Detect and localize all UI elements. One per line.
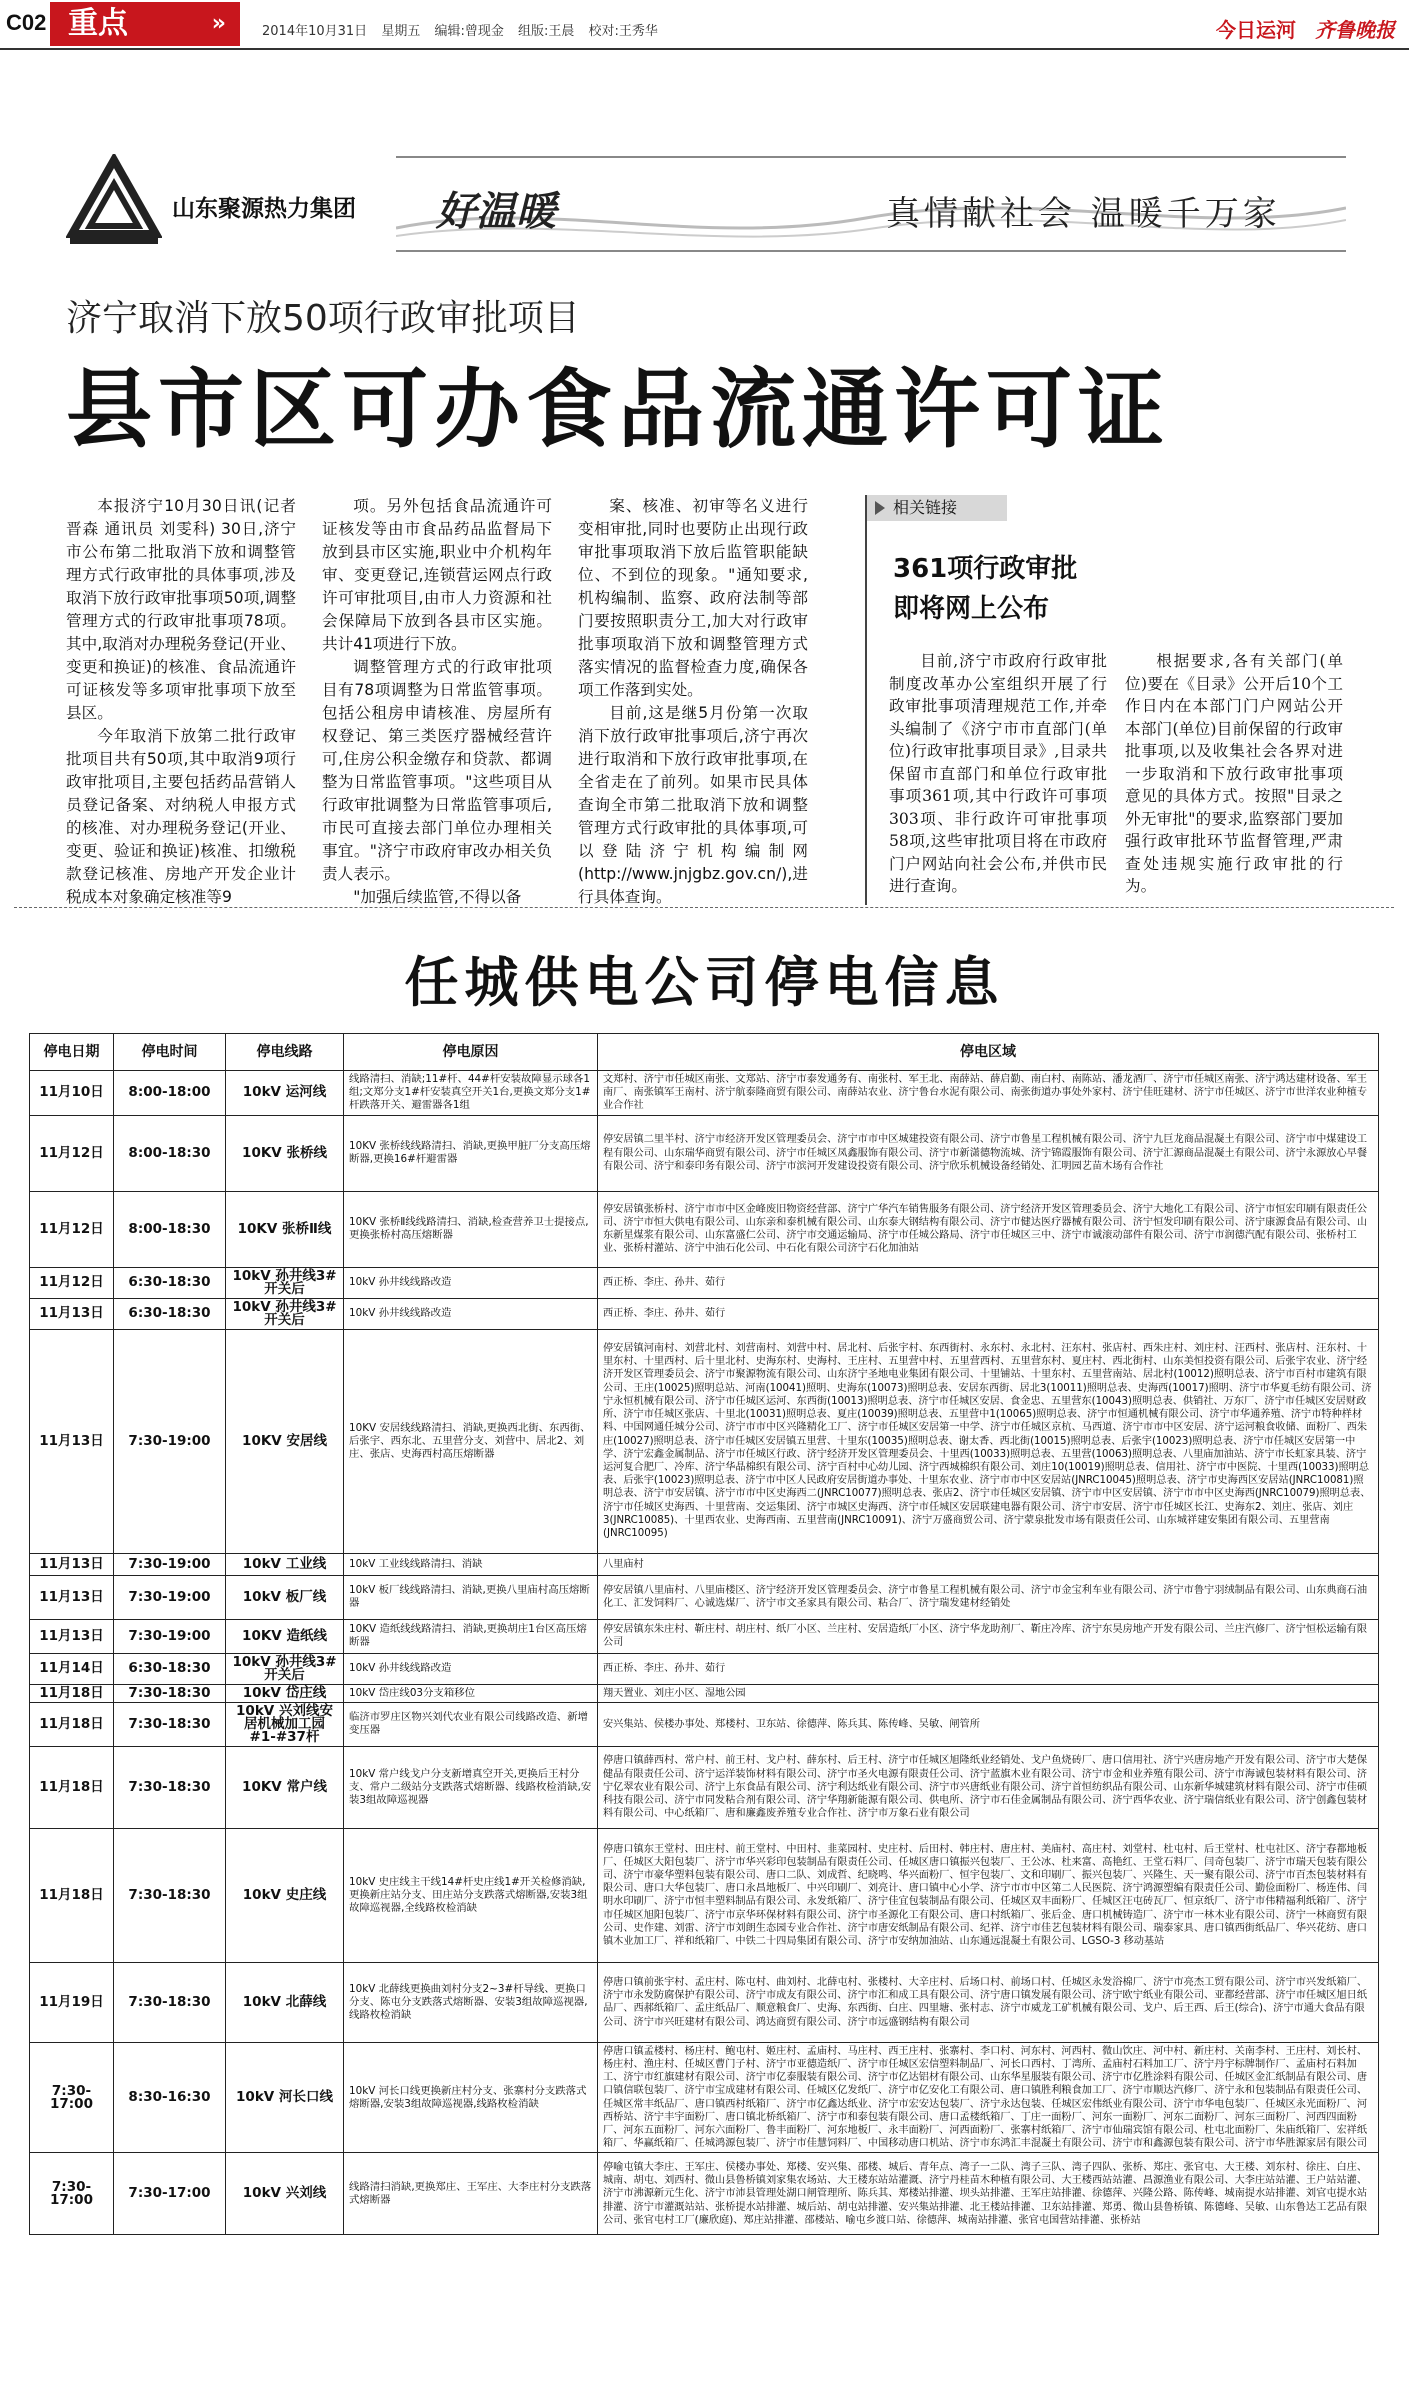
outage-time: 7:30-18:30	[114, 1684, 226, 1702]
related-links-sidebar	[865, 495, 1357, 905]
outage-area: 翔天置业、刘庄小区、湿地公园	[598, 1684, 1379, 1702]
article-kicker: 济宁取消下放50项行政审批项目	[66, 298, 580, 339]
outage-time: 8:00-18:00	[114, 1071, 226, 1116]
paper-name: 齐鲁晚报	[1315, 18, 1395, 42]
chevron-right-icon: »	[211, 11, 226, 36]
header-date: 停电日期	[30, 1034, 114, 1071]
outage-reason: 10KV 张桥线线路清扫、消缺,更换甲脏厂分支高压熔断器,更换16#杆避雷器	[344, 1115, 598, 1191]
outage-area: 西正桥、李庄、孙井、茹行	[598, 1267, 1379, 1298]
outage-table	[29, 1033, 1379, 2235]
column-name: 今日运河	[1216, 18, 1297, 42]
outage-reason: 临济市罗庄区物兴刘代农业有限公司线路改造、新增变压器	[344, 1702, 598, 1746]
proof-credit: 校对:王秀华	[588, 24, 658, 39]
table-row	[30, 1115, 1379, 1191]
article-column-2	[322, 495, 552, 909]
outage-line: 10kV 运河线	[226, 1071, 344, 1116]
sidebar-column-2	[1125, 650, 1343, 898]
article-column-3	[578, 495, 808, 909]
outage-date: 11月14日	[30, 1653, 114, 1684]
issue-meta	[262, 20, 658, 39]
outage-time: 8:00-18:30	[114, 1191, 226, 1267]
outage-reason: 10kV 孙井线线路改造	[344, 1298, 598, 1329]
outage-area: 停安居镇张桥村、济宁市市中区金峰废旧物资经营部、济宁广华汽车销售服务有限公司、济宁经济开发区管理委员会、济宁大地化工有限公司、济宁市恒宏印刷有限责任公司、济宁市恒大供电有限公司、山东亲和泰机械有限公司、山东泰大钢结构有限公司、济宁市健达医疗器械有限公司、济宁恒发印刷有限公司、济宁康源食品有限公司、山东新星煤浆有限公司、山东富盛仁公司、济宁市交通运输局、济宁市任城公路局、济宁市任城区三中、济宁市诚滚动部件有限公司、济宁市润德汽配有限公司、张桥村工业、张桥村灌站、济宁中油石化公司、中石化有限公司济宁石化加油站	[598, 1191, 1379, 1267]
table-row	[30, 1553, 1379, 1575]
outage-time: 7:30-19:00	[114, 1553, 226, 1575]
issue-weekday: 星期五	[381, 24, 421, 39]
table-row	[30, 1191, 1379, 1267]
sidebar-title-line: 即将网上公布	[893, 594, 1050, 624]
outage-date: 11月13日	[30, 1619, 114, 1653]
section-label	[50, 2, 240, 46]
sidebar-title-line: 361项行政审批	[893, 554, 1078, 584]
outage-header-row	[30, 1034, 1379, 1071]
outage-time: 7:30-18:30	[114, 1746, 226, 1828]
header-time: 停电时间	[114, 1034, 226, 1071]
header-area: 停电区域	[598, 1034, 1379, 1071]
outage-time: 7:30-19:00	[114, 1575, 226, 1619]
table-row	[30, 1746, 1379, 1828]
article-column-1	[66, 495, 296, 909]
outage-date: 7:30-17:00	[30, 2153, 114, 2235]
outage-time: 6:30-18:30	[114, 1653, 226, 1684]
outage-area: 八里庙村	[598, 1553, 1379, 1575]
issue-date: 2014年10月31日	[262, 24, 368, 39]
outage-reason: 10KV 造纸线线路清扫、消缺,更换胡庄1台区高压熔断器	[344, 1619, 598, 1653]
outage-time: 6:30-18:30	[114, 1298, 226, 1329]
table-row	[30, 1575, 1379, 1619]
outage-line: 10KV 常户线	[226, 1746, 344, 1828]
sidebar-column-1	[889, 650, 1107, 898]
article-headline: 县市区可办食品流通许可证	[66, 360, 1170, 460]
outage-reason: 10kV 河长口线更换新庄村分支、张寨村分支跌落式熔断器,安装3组故障巡视器,线路枚检消缺	[344, 2042, 598, 2153]
outage-line: 10kV 孙井线3#开关后	[226, 1653, 344, 1684]
outage-area: 停安居镇河南村、刘营北村、刘营南村、刘营中村、居北村、后张宇村、东西街村、永东村、永北村、汪东村、张店村、西朱庄村、刘庄村、汪西村、张店村、汪东村、十里东村、十里西村、后十里北村、史海东村、史海村、王庄村、五里营中村、五里营西村、五里营东村、夏庄村、西北街村、山东美恒投资有限公司、后张宇农业、济宁经济开发区管理委员会、济宁市聚源物流有限公司、山东济宁圣地电业集团有限公司、十里铺站、十里东村、五里营南站、居北村(10012)照明总表、济宁市百村市建筑有限公司、王庄(10025)照明总站、河南(10041)照明、史海东(10073)照明总表、安居东西街、居北3(10011)照明总表、史海西(10017)照明、济宁市华夏毛纺有限公司、济宁永恒机械有限公司、济宁市任城区运河、东西街(10013)照明总表、济宁市任城区安居、食金忠、五里营东(10043)照明总表、供销社、万东厂、济宁市任城区安居财政所、济宁市任城区张店、十里北(10031)照明总表、夏庄(10039)照明总表、五里营中1(10065)照明总表、济宁市恒通机械有限公司、济宁市华通养殖、济宁市特种样材料、中国网通任城分公司、济宁市市中区兴隆精化工厂、济宁市任城区安居第一中学、济宁市任城区京杭、马西道、济宁市市中区安居、济宁运河粮食收储、面粉厂、西朱庄(10027)照明总表、济宁市任城区安居镇五里营、十里东(10035)照明总表、谢太香、西北街(10015)照明总表、后张宇(10023)照明总表、济宁市任城区安居第一中学、济宁宏鑫金属制品、济宁市任城区行政、济宁经济开发区管理委员会、十里西(10033)照明总表、五里营(10063)照明总表、八里庙加油站、济宁市长虹家具装、济宁运河复合肥厂、冷库、济宁华晶棉织有限公司、济宁百村中心幼儿园、济宁西城棉织有限公司、刘庄10(10019)照明总表、信用社、济宁市中医院、十里西(10033)照明总表、后张宇(10023)照明总表、济宁市中区人民政府安居街道办事处、十里东农业、济宁市市中区安居站(JNRC10045)照明总表、济宁市史海西区安居站(JNRC10081)照明总表、济宁市安居镇、济宁市市中区史海西二(JNRC10077)照明总表、张店2、济宁市任城区安居镇、济宁市中区安居镇、济宁市市中区史海西(JNRC10079)照明总表、济宁市任城区史海西、十里营南、交运集团、济宁市城区史海西、济宁市任城区安居联建电器有限公司、济宁市安居、济宁市任城区长江、史海东2、刘庄、张店、刘庄3(JNRC10085)、十里西农业、史海西南、五里营南(JNRC10091)、济宁万盛商贸公司、济宁蒙泉批发市场有限责任公司、山东城祥建安集团有限公司、五里营南(JNRC10095)	[598, 1329, 1379, 1553]
outage-reason: 10kV 史庄线主干线14#杆史庄线1#开关检修消缺,更换新庄站分支、田庄站分支跌落式熔断器,安装3组故障巡视器,全线路枚检消缺	[344, 1828, 598, 1962]
masthead-rule	[0, 48, 1409, 50]
outage-line: 10kV 北薛线	[226, 1962, 344, 2042]
outage-time: 7:30-18:30	[114, 1702, 226, 1746]
outage-area: 停唐口镇东王堂村、田庄村、前王堂村、中田村、韭菜园村、史庄村、后田村、韩庄村、唐庄村、美庙村、高庄村、刘堂村、杜屯村、后王堂村、杜屯社区、济宁春都地板厂、任城区大阳包装厂、济宁市华兴彩印包装制品有限责任公司、任城区唐口镇振兴包装厂、王公冰、杜来富、高艳红、王堂石料厂、闫奇包装厂、济宁市瑞天包装有限公司、济宁市豪华塑料包装有限公司、唐口二队、刘成哲、纪晓鸣、华兴面粉厂、恒宇包装厂、文和印刷厂、振兴包装厂、兴隆生、天一聚有限公司、济宁市百杰包装材料有限公司、唐口大华包装厂、唐口永昌地板厂、中兴印刷厂、刘亮计、唐口镇中心小学、济宁市市中区第二人民医院、济宁鸿源塑编有限责任公司、勤俭面粉厂、杨连伟、闫明水印刷厂、济宁市恒丰塑料制品有限公司、永发纸箱厂、济宁佳宜包装制品有限公司、任城区双丰面粉厂、任城区汪屯砖瓦厂、恒京纸厂、济宁市伟精福利纸箱厂、济宁市任城区旭阳包装厂、济宁市京华环保材料有限公司、济宁市圣源化工有限公司、唐口村纸箱厂、张后金、唐口机械铸造厂、济宁市一林木业有限公司、济宁一林商贸有限公司、史作建、刘雷、济宁市刘朗生态园专业合作社、济宁市唐安纸制品有限公司、纪祥、济宁市佳艺包装材料有限公司、瑞泰家具、唐口镇西街纸品厂、华兴花纺、唐口镇木业加工厂、祥和纸箱厂、中铁二十四局集团有限公司、济宁市安纳加油站、山东通远混凝土有限公司、LGSO-3 移动基站	[598, 1828, 1379, 1962]
outage-area: 安兴集站、侯楼办事处、郑楼村、卫东站、徐德萍、陈兵其、陈传峰、吴敏、闸管所	[598, 1702, 1379, 1746]
layout-credit: 组版:王晨	[518, 24, 575, 39]
outage-body	[30, 1071, 1379, 2235]
outage-date: 11月18日	[30, 1828, 114, 1962]
page-number: C02	[6, 10, 47, 35]
outage-reason: 10KV 张桥Ⅱ线线路清扫、消缺,检查营养卫士提接点,更换张桥村高压熔断器	[344, 1191, 598, 1267]
outage-line: 10kV 工业线	[226, 1553, 344, 1575]
outage-reason: 10kV 常户线戈户分支新增真空开关,更换后王村分支、常户二级站分支跌落式熔断器、线路枚检消缺,安装3组故障巡视器	[344, 1746, 598, 1828]
outage-area: 文郑村、济宁市任城区南张、文郑站、济宁市泰发通务有、南张村、军王北、南薛站、薛启勤、南白村、南陈站、潘龙酒厂、济宁市任城区南张、济宁鸿达建材设备、军王南厂、南张镇军王南村、济宁航泰隆商贸有限公司、南薛站农业、济宁鲁台水泥有限公司、南张街道办事处外家村、济宁佳旺建材、济宁市任城区、济宁市世洋农业种植专业合作社	[598, 1071, 1379, 1116]
header-line: 停电线路	[226, 1034, 344, 1071]
outage-line: 10kV 史庄线	[226, 1828, 344, 1962]
related-links-tab: 相关链接	[867, 495, 1007, 521]
outage-area: 停安居镇八里庙村、八里庙楼区、济宁经济开发区管理委员会、济宁市鲁星工程机械有限公司、济宁市金宝利车业有限公司、济宁市鲁宁羽绒制品有限公司、山东典商石油化工、汇发饲料厂、心诚选煤厂、济宁市文圣家具有限公司、粘合厂、济宁瑞发建材经销处	[598, 1575, 1379, 1619]
outage-reason: 线路清扫、消缺;11#杆、44#杆安装故障显示球各1组;文郑分支1#杆安装真空开关1台,更换文郑分支1#杆跌落开关、避雷器各1组	[344, 1071, 598, 1116]
table-row	[30, 1828, 1379, 1962]
outage-reason: 10kV 工业线线路清扫、消缺	[344, 1553, 598, 1575]
outage-title: 任城供电公司停电信息	[404, 951, 1005, 1014]
outage-date: 11月12日	[30, 1267, 114, 1298]
outage-reason: 线路清扫消缺,更换郑庄、王军庄、大李庄村分支跌落式熔断器	[344, 2153, 598, 2235]
sidebar-title	[893, 549, 1077, 629]
outage-date: 11月19日	[30, 1962, 114, 2042]
ad-banner	[396, 156, 1346, 252]
article-paragraph: 项。另外包括食品流通许可证核发等由市食品药品监督局下放到县市区实施,职业中介机构年审、变更登记,连锁营运网点行政许可审批项目,由市人力资源和社会保障局下放到各县市区实施。共计41项进行下放。	[322, 497, 552, 653]
outage-time: 7:30-18:30	[114, 1962, 226, 2042]
table-row	[30, 1071, 1379, 1116]
outage-reason: 10kV 板厂线线路清扫、消缺,更换八里庙村高压熔断器	[344, 1575, 598, 1619]
outage-date: 11月12日	[30, 1191, 114, 1267]
company-logo-icon	[66, 154, 162, 250]
article-paragraph: "加强后续监管,不得以备	[353, 888, 522, 906]
outage-area: 停唐口镇孟楼村、杨庄村、鲍屯村、姬庄村、孟庙村、马庄村、西王庄村、张寨村、李口村、河东村、河西村、微山饮庄、河中村、新庄村、关南李村、王庄村、刘长村、杨庄村、渔庄村、任城区曹门子村、济宁市亚德造纸厂、济宁市任城区宏信塑料制品厂、河长口西村、丁湾所、孟庙村石料加工厂、济宁丹宇标牌制作厂、孟庙村石料加工、济宁市红旗建材有限公司、济宁市亿泰服装有限公司、济宁市亿达铝材有限公司、山东华星服装有限公司、济宁市亿胜涂料有限公司、任城区金汇纸制品有限公司、唐口镇信联包装厂、济宁市宝成建材有限公司、任城区亿发纸厂、济宁市亿安化工有限公司、唐口镇胜利粮食加工厂、济宁市顺达汽修厂、济宁永和包装制品有限责任公司、任城区常丰纸品厂、唐口镇西村纸箱厂、济宁市亿鑫达纸业、济宁市宏安达包装厂、济宁永达包装、任城区宏伟纸业有限公司、济宁市华电包装厂、任城区永光面粉厂、河西桥站、济宁丰宇面粉厂、唐口镇北桥纸箱厂、济宁市和泰包装有限公司、唐口孟楼纸箱厂、丁庄一面粉厂、河东一面粉厂、河东二面粉厂、河东三面粉厂、河西四面粉厂、河东五面粉厂、河东六面粉厂、鲁丰面粉厂、河东地板厂、永丰面粉厂、河西面粉厂、张寨村纸箱厂、济宁市仙瑞宾馆有限公司、杜屯北面粉厂、朱庙纸箱厂、宏祥纸箱厂、华赢纸箱厂、任城鸿源包装厂、济宁市佳慧饲料厂、中国移动唐口机站、济宁市东鸿汇丰混凝土有限公司、济宁市和鑫源包装有限公司、济宁市华胜源家居有限公司	[598, 2042, 1379, 2153]
outage-reason: 10kV 孙井线线路改造	[344, 1267, 598, 1298]
outage-time: 7:30-17:00	[114, 2153, 226, 2235]
outage-reason: 10kV 岱庄线03分支箱移位	[344, 1684, 598, 1702]
outage-time: 7:30-19:00	[114, 1329, 226, 1553]
outage-reason: 10kV 孙井线线路改造	[344, 1653, 598, 1684]
article-paragraph: 本报济宁10月30日讯(记者 晋森 通讯员 刘雯科) 30日,济宁市公布第二批取消下放和调整管理方式行政审批的具体事项,涉及取消下放行政审批事项50项,调整管理方式的行政审批事项78项。其中,取消对办理税务登记(开业、变更和换证)的核准、食品流通许可证核发等多项审批事项下放至县区。	[66, 497, 296, 722]
advertisement	[66, 150, 1346, 260]
outage-date: 11月12日	[30, 1115, 114, 1191]
outage-line: 10kV 板厂线	[226, 1575, 344, 1619]
outage-time: 6:30-18:30	[114, 1267, 226, 1298]
outage-line: 10kV 孙井线3#开关后	[226, 1267, 344, 1298]
outage-line: 10kV 河长口线	[226, 2042, 344, 2153]
outage-date: 11月13日	[30, 1553, 114, 1575]
company-name: 山东聚源热力集团	[172, 196, 356, 222]
outage-date: 11月10日	[30, 1071, 114, 1116]
table-row	[30, 2153, 1379, 2235]
outage-time: 8:30-16:30	[114, 2042, 226, 2153]
outage-date: 11月13日	[30, 1575, 114, 1619]
outage-line: 10kV 岱庄线	[226, 1684, 344, 1702]
sidebar-paragraph: 目前,济宁市政府行政审批制度改革办公室组织开展了行政审批事项清理规范工作,并牵头编制了《济宁市市直部门(单位)行政审批事项目录》,目录共保留市直部门和单位行政审批事项361项,其中行政许可事项303项、非行政许可审批事项58项,这些审批项目将在市政府门户网站向社会公布,并供市民进行查询。	[889, 652, 1107, 895]
outage-time: 7:30-18:30	[114, 1828, 226, 1962]
outage-area: 停唐口镇前张宇村、孟庄村、陈屯村、曲刘村、北薛屯村、张楼村、大辛庄村、后场口村、前场口村、任城区永发浴棉厂、济宁市亮杰工贸有限公司、济宁市兴发纸箱厂、济宁市永发防腐保护有限公司、济宁市成友有限公司、济宁市汇和成工具有限公司、济宁唐口镇发展有限公司、济宁欧宁纸业有限公司、亚都经营部、济宁市任城区旭日纸品厂、西郝纸箱厂、孟庄纸品厂、顺意粮食厂、史海、东西街、白庄、四里塘、张村志、济宁市威龙工矿机械有限公司、戈户、后王西、后王(综合)、济宁市通大食品有限公司、济宁市兴旺建材有限公司、鸿达商贸有限公司、济宁市远盛钢结构有限公司	[598, 1962, 1379, 2042]
masthead	[0, 0, 1409, 50]
outage-line: 10KV 张桥Ⅱ线	[226, 1191, 344, 1267]
outage-area: 停安居镇东朱庄村、靳庄村、胡庄村、纸厂小区、兰庄村、安居造纸厂小区、济宁华龙助剂厂、靳庄冷库、济宁东昊房地产开发有限公司、兰庄汽修厂、济宁恒松运输有限公司	[598, 1619, 1379, 1653]
article-paragraph: 案、核准、初审等名义进行变相审批,同时也要防止出现行政审批事项取消下放后监管职能缺位、不到位的现象。"通知要求,机构编制、监察、政府法制等部门要按照职责分工,加大对行政审批事项取消下放和调整管理方式落实情况的监督检查力度,确保各项工作落到实处。	[578, 497, 808, 699]
outage-line: 10KV 张桥线	[226, 1115, 344, 1191]
table-row	[30, 1329, 1379, 1553]
outage-line: 10KV 安居线	[226, 1329, 344, 1553]
outage-area: 停喻屯镇大李庄、王军庄、侯楼办事处、郑楼、安兴集、邵楼、城后、青年点、湾子一二队、湾子三队、湾子四队、张桥、郑庄、张官屯、大王楼、刘东村、徐庄、白庄、城南、胡屯、刘西村、微山县鲁桥镇刘家集农场站、大王楼东站站灌溉、济宁丹桂苗木种植有限公司、大王楼西站站灌、昌源渔业有限公司、大李庄站站灌、王户站站灌、济宁市沸源新元生化、济宁市沛县管理处湖口闸管理所、陈兵其、郑楼站排灌、坝头站排灌、王军庄站排灌、徐德萍、兴隆公路、陈传峰、城南提水站排灌、刘官屯提水站排灌、济宁市灌溉站站、张桥提水站排灌、城后站、胡屯站排灌、安兴集站排灌、北王楼站排灌、卫东站排灌、郑勇、微山县鲁桥镇、陈德峰、吴敏、山东鲁达工艺品有限公司、张官屯村工厂(廉欣庭)、郑庄站排灌、邵楼站、喻屯乡渡口站、徐德萍、城南站排灌、张官屯国营站排灌、张桥站	[598, 2153, 1379, 2235]
table-row	[30, 1267, 1379, 1298]
table-row	[30, 2042, 1379, 2153]
article-paragraph: 调整管理方式的行政审批项目有78项调整为日常监管事项。包括公租房申请核准、房屋所有权登记、第三类医疗器械经营许可,住房公积金缴存和贷款、都调整为日常监管事项。"这些项目从行政审批调整为日常监管事项后,市民可直接去部门单位办理相关事宜。"济宁市政府审改办相关负责人表示。	[322, 658, 552, 883]
section-divider	[14, 907, 1394, 908]
outage-line: 10kV 兴刘线安居机械加工园#1-#37杆	[226, 1702, 344, 1746]
outage-line: 10KV 造纸线	[226, 1619, 344, 1653]
outage-date: 11月18日	[30, 1702, 114, 1746]
outage-time: 7:30-19:00	[114, 1619, 226, 1653]
table-row	[30, 1619, 1379, 1653]
outage-area: 停安居镇二里半村、济宁市经济开发区管理委员会、济宁市市中区城建投资有限公司、济宁市鲁星工程机械有限公司、济宁九巨龙商品混凝土有限公司、济宁市中煤建设工程有限公司、山东瑞华商贸有限公司、济宁市任城区凤鑫服饰有限公司、济宁市新潇德物流城、济宁锦霞服饰有限公司、济宁汇源商品混凝土有限公司、济宁永源放心早餐有限公司、济宁和泰印务有限公司、济宁市滨河开发建设投资有限公司、济宁欣乐机械设备经销处、汇明园艺苗木场有合作社	[598, 1115, 1379, 1191]
outage-date: 11月18日	[30, 1684, 114, 1702]
article-paragraph: 今年取消下放第二批行政审批项目共有50项,其中取消9项行政审批项目,主要包括药品营销人员登记备案、对纳税人申报方式的核准、对办理税务登记(开业、变更、验证和换证)核准、扣缴税款登记核准、房地产开发企业计税成本对象确定核准等9	[66, 727, 296, 906]
sidebar-paragraph: 根据要求,各有关部门(单位)要在《目录》公开后10个工作日内在本部门门户网站公开本部门(单位)目前保留的行政审批事项,以及收集社会各界对进一步取消和下放行政审批事项意见的具体方式。按照"目录之外无审批"的要求,监察部门要加强行政审批环节监督管理,严肃查处违规实施行政审批的行为。	[1125, 652, 1343, 895]
table-row	[30, 1962, 1379, 2042]
outage-line: 10kV 孙井线3#开关后	[226, 1298, 344, 1329]
outage-time: 8:00-18:30	[114, 1115, 226, 1191]
outage-reason: 10KV 安居线线路清扫、消缺,更换西北街、东西街、后张宇、西东北、五里营分支、刘营中、居北2、刘庄、张店、史海西村高压熔断器	[344, 1329, 598, 1553]
outage-date: 11月18日	[30, 1746, 114, 1828]
header-reason: 停电原因	[344, 1034, 598, 1071]
table-row	[30, 1702, 1379, 1746]
table-row	[30, 1684, 1379, 1702]
outage-date: 11月13日	[30, 1298, 114, 1329]
paper-brand	[1216, 14, 1395, 43]
outage-area: 西正桥、李庄、孙井、茹行	[598, 1653, 1379, 1684]
article-paragraph: 目前,这是继5月份第一次取消下放行政审批事项后,济宁再次进行取消和下放行政审批事项,在全省走在了前列。如果市民具体查询全市第二批取消下放和调整管理方式行政审批的具体事项,可以登陆济宁机构编制网(http://www.jnjgbz.gov.cn/),进行具体查询。	[578, 704, 808, 906]
section-title: 重点	[68, 6, 128, 41]
outage-date: 7:30-17:00	[30, 2042, 114, 2153]
table-row	[30, 1653, 1379, 1684]
outage-date: 11月13日	[30, 1329, 114, 1553]
outage-area: 西正桥、李庄、孙井、茹行	[598, 1298, 1379, 1329]
outage-area: 停唐口镇薛西村、常户村、前王村、戈户村、薛东村、后王村、济宁市任城区旭隆纸业经销处、戈户鱼烧砖厂、唐口信用社、济宁兴唐房地产开发有限公司、济宁市大楚保健品有限责任公司、济宁运洋装饰材料有限公司、济宁市圣火电源有限责任公司、济宁蓝旗木业有限公司、济宁市金和业养殖有限公司、济宁市海诚包装材料有限公司、济宁亿翠农业有限公司、济宁上东食品有限公司、济宁利达纸业有限公司、济宁市兴唐纸业有限公司、济宁首恒纺织品有限公司、山东新华城建筑材料有限公司、济宁市佳硕科技有限公司、济宁市同发粘合剂有限公司、济宁华翔新能源有限公司、供电所、济宁市石佳金属制品有限公司、济宁西华农业、济宁瑞信纸业有限公司、济宁创鑫包装材料有限公司、中心纸箱厂、唐和廉鑫废养殖专业合作社、济宁市万象石业有限公司	[598, 1746, 1379, 1828]
ad-slogan-main: 好温暖	[436, 188, 556, 235]
editor-credit: 编辑:曾现金	[434, 24, 504, 39]
outage-line: 10kV 兴刘线	[226, 2153, 344, 2235]
table-row	[30, 1298, 1379, 1329]
outage-reason: 10kV 北薛线更换曲刘村分支2~3#杆导线、更换口分支、陈屯分支跌落式熔断器、安装3组故障巡视器,线路枚检消缺	[344, 1962, 598, 2042]
ad-slogan-sub: 真情献社会 温暖千万家	[886, 194, 1281, 234]
